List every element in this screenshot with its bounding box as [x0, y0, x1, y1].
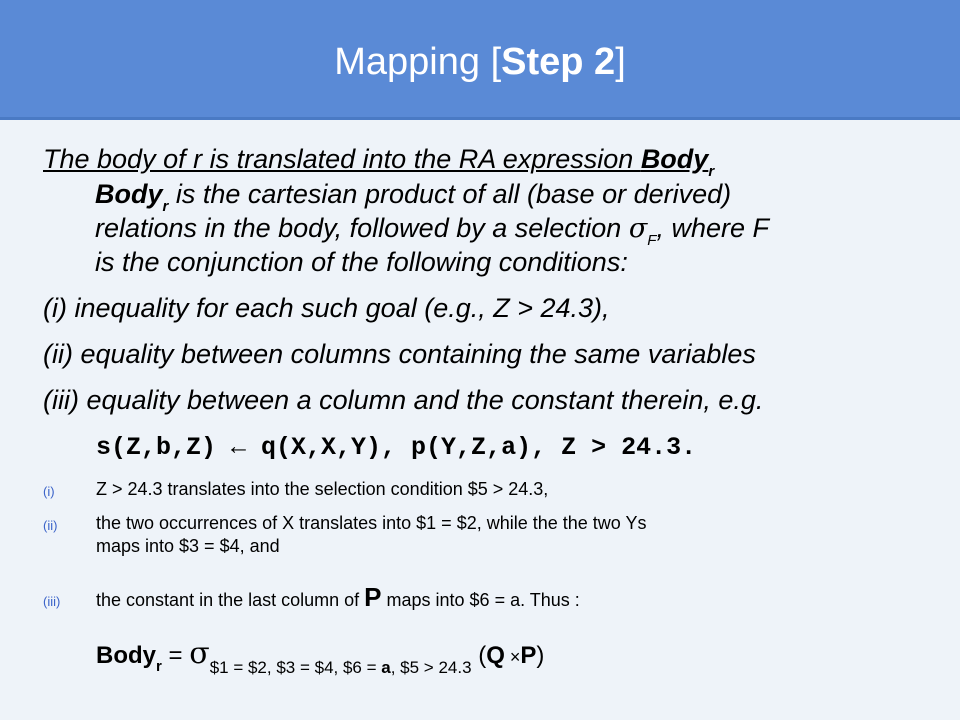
intro-line-3-text: relations in the body, followed by a selection — [95, 213, 629, 243]
condition-2: (ii) equality between columns containing the same variables — [43, 339, 756, 369]
intro-line-3-post: , where F — [656, 213, 769, 243]
body-label: Body — [640, 144, 709, 174]
formula-cond-post: , $5 > 24.3 — [390, 658, 472, 677]
slide-title — [0, 40, 960, 84]
formula-p: P — [520, 642, 537, 669]
formula-close: ) — [536, 642, 545, 669]
title-suffix: ] — [615, 41, 626, 83]
condition-3: (iii) equality between a column and the constant therein, e.g. — [43, 385, 764, 415]
formula-subscript: r — [156, 658, 162, 675]
body-label-2: Body — [95, 179, 163, 209]
title-prefix: Mapping [ — [334, 41, 502, 83]
formula-times: × — [504, 647, 521, 667]
note-2-marker: (ii) — [43, 518, 58, 533]
condition-1: (i) inequality for each such goal (e.g., Z > 24.3), — [43, 293, 610, 323]
formula-sigma: σ — [189, 636, 210, 671]
sigma-subscript: F — [647, 232, 657, 249]
title-bar — [0, 0, 960, 120]
example-rule: s(Z,b,Z) ← q(X,X,Y), p(Y,Z,a), Z > 24.3. — [96, 433, 697, 462]
note-2-text-cont: maps into $3 = $4, and — [96, 536, 280, 556]
formula-condition — [210, 658, 472, 677]
intro-line-4: is the conjunction of the following conditions: — [95, 247, 628, 277]
formula-body: Body — [96, 642, 156, 669]
sigma-symbol: σ — [628, 213, 648, 244]
note-2-text: the two occurrences of X translates into $1 = $2, while the the two Ys — [96, 513, 647, 533]
note-3-marker: (iii) — [43, 594, 61, 609]
note-3-text — [96, 582, 580, 612]
formula-eq: = — [161, 642, 190, 669]
note-3-pre: the constant in the last column of — [96, 590, 365, 610]
intro-line-2-text: is the cartesian product of all (base or derived) — [168, 179, 732, 209]
formula-q: Q — [486, 642, 505, 669]
body-subscript-2: r — [162, 198, 169, 215]
intro-line-1 — [43, 142, 714, 181]
formula-open: ( — [471, 642, 487, 669]
intro-text: The body of r is translated into the RA expression — [43, 144, 641, 174]
note-3-bold: P — [364, 582, 382, 612]
title-bold: Step 2 — [501, 41, 616, 83]
formula-cond-pre: $1 = $2, $3 = $4, $6 = — [209, 658, 382, 677]
note-3-post: maps into $6 = a. Thus : — [381, 590, 580, 610]
formula-cond-a: a — [381, 658, 391, 677]
note-1-text: Z > 24.3 translates into the selection condition $5 > 24.3, — [96, 479, 549, 499]
body-subscript: r — [708, 163, 715, 180]
body-formula — [96, 636, 545, 677]
note-1-marker: (i) — [43, 484, 55, 499]
